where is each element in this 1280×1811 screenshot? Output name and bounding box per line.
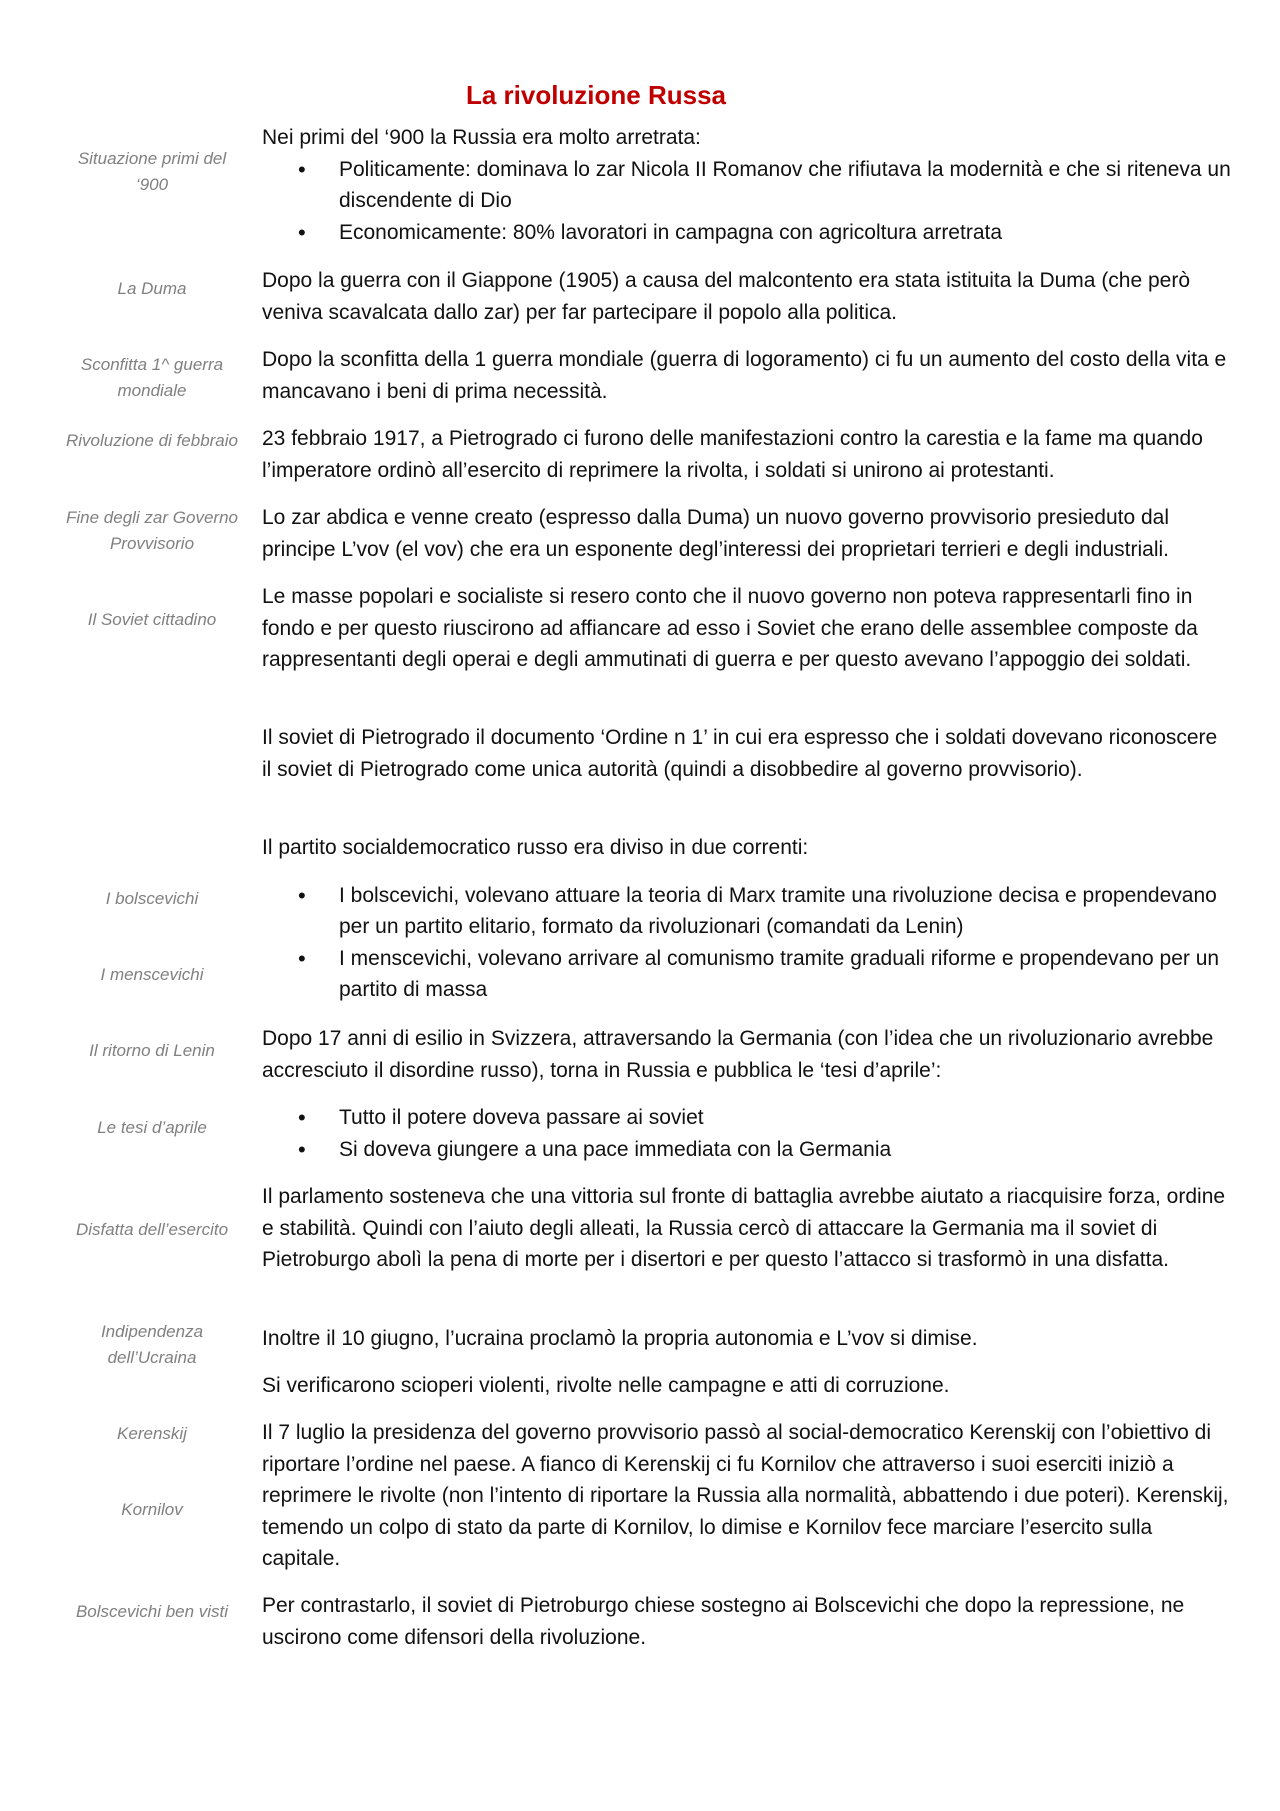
paragraph-situazione <box>262 122 1232 248</box>
margin-note-bolscevichi: I bolscevichi <box>105 889 199 908</box>
margin-note-kornilov: Kornilov <box>121 1500 183 1519</box>
bullet-item: • I menscevichi, volevano arrivare al comunismo tramite graduali riforme e propendevano per un partito di massa <box>262 943 1232 1006</box>
paragraph-text: Il partito socialdemocratico russo era diviso in due correnti: <box>262 836 809 859</box>
paragraph-scioperi: Si verificarono scioperi violenti, rivolte nelle campagne e atti di corruzione. <box>262 1374 950 1397</box>
paragraph-ordine-n1: Il soviet di Pietrogrado il documento ‘Ordine n 1’ in cui era espresso che i soldati dovevano riconoscere il soviet di Pietrogrado come unica autorità (quindi a disobbedire al governo provvisorio). <box>262 726 1218 781</box>
page-title: La rivoluzione Russa <box>465 80 727 110</box>
bullet-item: • Tutto il potere doveva passare ai soviet <box>262 1102 1232 1134</box>
paragraph-text: Nei primi del ‘900 la Russia era molto arretrata: <box>262 126 701 149</box>
margin-note-tesi: Le tesi d’aprile <box>97 1118 207 1137</box>
margin-note-sconfitta: Sconfitta 1^ guerra mondiale <box>80 355 224 400</box>
bullet-item: • Si doveva giungere a una pace immediata con la Germania <box>262 1134 1232 1166</box>
margin-note-disfatta: Disfatta dell’esercito <box>75 1220 229 1239</box>
paragraph-ucraina: Inoltre il 10 giugno, l’ucraina proclamò la propria autonomia e L’vov si dimise. <box>262 1327 978 1350</box>
margin-note-febbraio: Rivoluzione di febbraio <box>66 431 238 450</box>
margin-note-duma: La Duma <box>117 279 187 298</box>
paragraph-governo-provvisorio: Lo zar abdica e venne creato (espresso dalla Duma) un nuovo governo provvisorio presieduto dal principe L’vov (el vov) che era un esponente degl’interessi dei proprietari terrieri e degli industriali. <box>262 506 1170 561</box>
paragraph-text: Dopo 17 anni di esilio in Svizzera, attraversando la Germania (con l’idea che un rivoluzionario avrebbe accresciuto il disordine russo), torna in Russia e pubblica le ‘tesi d’aprile’: <box>262 1027 1214 1082</box>
margin-note-menscevichi: I menscevichi <box>100 965 204 984</box>
margin-note-bolscevichi-visti: Bolscevichi ben visti <box>75 1602 229 1621</box>
paragraph-soviet: Le masse popolari e socialiste si resero conto che il nuovo governo non poteva rappresentarli fino in fondo e per questo riuscirono ad affiancare ad esso i Soviet che erano delle assemblee composte da rappresentanti degli operai e degli ammutinati di guerra e per questo avevano l’appoggio dei soldati. <box>262 585 1198 671</box>
paragraph-febbraio: 23 febbraio 1917, a Pietrogrado ci furono delle manifestazioni contro la carestia e la fame ma quando l’imperatore ordinò all’esercito di reprimere la rivolta, i soldati si unirono ai protestanti. <box>262 427 1203 482</box>
paragraph-duma: Dopo la guerra con il Giappone (1905) a causa del malcontento era stata istituita la Duma (che però veniva scavalcata dallo zar) per far partecipare il popolo alla politica. <box>262 269 1191 324</box>
margin-note-ucraina: Indipendenza dell’Ucraina <box>100 1322 204 1367</box>
bullet-item: • Economicamente: 80% lavoratori in campagna con agricoltura arretrata <box>262 217 1232 249</box>
paragraph-partito <box>262 832 1232 1006</box>
paragraph-lenin <box>262 1023 1232 1165</box>
paragraph-sconfitta: Dopo la sconfitta della 1 guerra mondiale (guerra di logoramento) ci fu un aumento del costo della vita e mancavano i beni di prima necessità. <box>262 348 1227 403</box>
margin-note-lenin: Il ritorno di Lenin <box>89 1041 215 1060</box>
margin-note-situazione: Situazione primi del ‘900 <box>77 149 227 194</box>
bullet-list <box>262 1102 1232 1165</box>
margin-note-kerenskij: Kerenskij <box>117 1424 187 1443</box>
paragraph-kerenskij: Il 7 luglio la presidenza del governo provvisorio passò al social-democratico Kerenskij con l’obiettivo di riportare l’ordine nel paese. A fianco di Kerenskij ci fu Kornilov che attraverso i suoi eserciti iniziò a reprimere le rivolte (non l’intento di riportare la Russia alla normalità, abbattendo i due poteri). Kerenskij, temendo un colpo di stato da parte di Kornilov, lo dimise e Kornilov fece marciare l’esercito sulla capitale. <box>262 1421 1229 1570</box>
paragraph-disfatta: Il parlamento sosteneva che una vittoria sul fronte di battaglia avrebbe aiutato a riacquisire forza, ordine e stabilità. Quindi con l’aiuto degli alleati, la Russia cercò di attaccare la Germania ma il soviet di Pietroburgo abolì la pena di morte per i disertori e per questo l’attacco si trasformò in una disfatta. <box>262 1185 1226 1271</box>
bullet-item: • Politicamente: dominava lo zar Nicola II Romanov che rifiutava la modernità e che si riteneva un discendente di Dio <box>262 154 1232 217</box>
bullet-list <box>262 154 1232 249</box>
bullet-list <box>262 880 1232 1006</box>
bullet-item: • I bolscevichi, volevano attuare la teoria di Marx tramite una rivoluzione decisa e propendevano per un partito elitario, formato da rivoluzionari (comandati da Lenin) <box>262 880 1232 943</box>
margin-note-fine-zar: Fine degli zar Governo Provvisorio <box>66 508 238 553</box>
paragraph-bolscevichi-difensori: Per contrastarlo, il soviet di Pietroburgo chiese sostegno ai Bolscevichi che dopo la repressione, ne uscirono come difensori della rivoluzione. <box>262 1594 1185 1649</box>
margin-note-soviet: Il Soviet cittadino <box>87 610 217 629</box>
